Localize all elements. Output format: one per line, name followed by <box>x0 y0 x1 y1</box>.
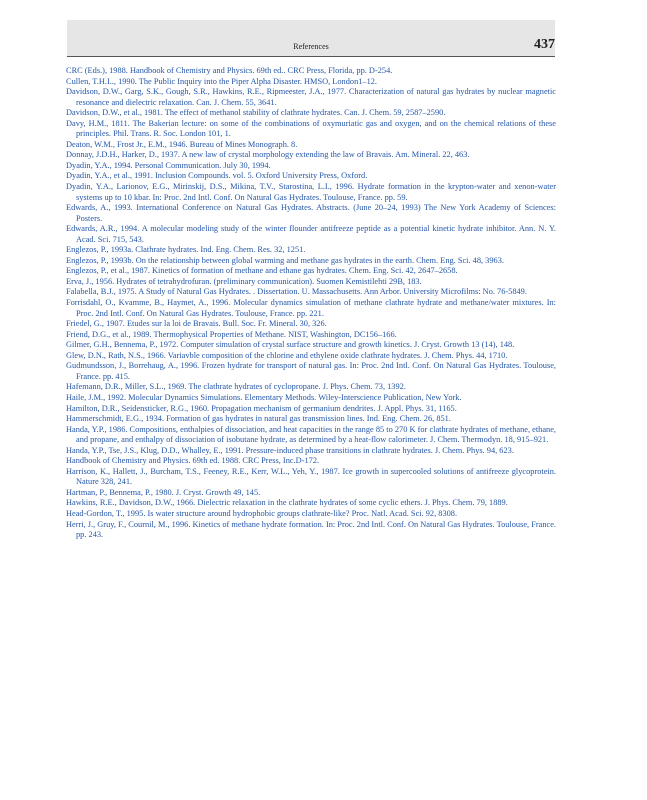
reference-entry: Hamilton, D.R., Seidensticker, R.G., 1960. Propagation mechanism of germanium dendrites. J. Appl. Phys. 31, 1165. <box>66 403 457 413</box>
page-number: 437 <box>534 37 555 52</box>
reference-entry: Hawkins, R.E., Davidson, D.W., 1966. Dielectric relaxation in the clathrate hydrates of some cyclic ethers. J. Phys. Chem. 79, 1889. <box>66 498 508 508</box>
reference-entry: Dyadin, Y.A., et al., 1991. Inclusion Compounds. vol. 5. Oxford University Press, Oxford. <box>66 171 368 181</box>
reference-entry: Davy, H.M., 1811. The Bakerian lecture: on some of the combinations of oxymuriatic gas and oxygen, and on the chemical relations of these principles. Phil. Trans. R. Soc. London 101, 1. <box>66 118 556 139</box>
reference-entry: Hafemann, D.R., Miller, S.L., 1969. The clathrate hydrates of cyclopropane. J. Phys. Chem. 73, 1392. <box>66 382 406 392</box>
reference-entry: Head-Gordon, T., 1995. Is water structure around hydrophobic groups clathrate-like? Proc. Natl. Acad. Sci. 92, 8308. <box>66 508 458 518</box>
reference-entry: Davidson, D.W., et al., 1981. The effect of methanol stability of clathrate hydrates. Can. J. Chem. 59, 2587–2590. <box>66 108 446 118</box>
reference-entry: Gudmundsson, J., Borrehaug, A., 1996. Frozen hydrate for transport of natural gas. In: Proc. 2nd Intl. Conf. On Natural Gas Hydrates. Toulouse, France. pp. 415. <box>66 361 556 381</box>
reference-entry: Handa, Y.P., Tse, J.S., Klug, D.D., Whalley, E., 1991. Pressure-induced phase transitions in clathrate hydrates. J. Chem. Phys. 94, 623. <box>66 445 514 455</box>
reference-entry: Englezos, P., 1993b. On the relationship between global warming and methane gas hydrates in the earth. Chem. Eng. Sci. 48, 3963. <box>66 255 504 265</box>
reference-entry: Harrison, K., Hallett, J., Burcham, T.S., Feeney, R.E., Kerr, W.L., Yeh, Y., 1987. Ice growth in supercooled solutions of antifreeze glycoprotein. Nature 328, 241. <box>66 466 556 487</box>
reference-entry: Friend, D.G., et al., 1989. Thermophysical Properties of Methane. NIST, Washington, DC156–166. <box>66 329 397 339</box>
reference-entry: Haile, J.M., 1992. Molecular Dynamics Simulations. Elementary Methods. Wiley-Interscience Publication, New York. <box>66 392 462 402</box>
reference-entry: Deaton, W.M., Frost Jr., E.M., 1946. Bureau of Mines Monograph. 8. <box>66 139 298 149</box>
running-header <box>67 20 555 57</box>
reference-entry: Cullen, T.H.I.., 1990. The Public Inquiry into the Piper Alpha Disaster. HMSO, London1–12. <box>66 76 378 86</box>
reference-entry: Edwards, A., 1993. International Conference on Natural Gas Hydrates. Abstracts. (June 20–24, 1993) The New York Academy of Sciences: Posters. <box>66 203 556 223</box>
header-title: References <box>293 42 329 51</box>
reference-entry: Englezos, P., et al., 1987. Kinetics of formation of methane and ethane gas hydrates. Chem. Eng. Sci. 42, 2647–2658. <box>66 266 458 276</box>
reference-entry: Edwards, A.R., 1994. A molecular modeling study of the winter flounder antifreeze peptide as a potential kinetic hydrate inhibitor. Ann. N. Y. Acad. Sci. 715, 543. <box>66 224 556 244</box>
reference-entry: Falabella, B.J., 1975. A Study of Natural Gas Hydrates. . Dissertation. U. Massachusetts. Ann Arbor. University Microfilms: No. 76-5849. <box>66 287 527 297</box>
reference-entry: Herri, J., Gruy, F., Cournil, M., 1996. Kinetics of methane hydrate formation. In: Proc. 2nd Intl. Conf. On Natural Gas Hydrates. Toulouse, France. pp. 243. <box>66 519 557 540</box>
reference-entry: Friedel, G., 1907. Etudes sur la loi de Bravais. Bull. Soc. Fr. Mineral. 30, 326. <box>66 319 327 329</box>
reference-entry: Englezos, P., 1993a. Clathrate hydrates. Ind. Eng. Chem. Res. 32, 1251. <box>66 245 306 255</box>
reference-entry: Hammerschmidt, E.G., 1934. Formation of gas hydrates in natural gas transmission lines. Ind. Eng. Chem. 26, 851. <box>66 414 451 424</box>
reference-entry: Hartman, P., Bennema, P., 1980. J. Cryst. Growth 49, 145. <box>66 487 261 497</box>
reference-entry: Dyadin, Y.A., Larionov, E.G., Mirinskij, D.S., Mikina, T.V., Starostina, L.I., 1996. Hydrate formation in the krypton-water and xenon-water systems up to 10 kbar. In: Proc. 2nd Intl. Conf. On Natural Gas Hydrates. Toulouse, France. pp. 59. <box>66 182 556 202</box>
reference-entry: Glew, D.N., Rath, N.S., 1966. Variavble composition of the chlorine and ethylene oxide clathrate hydrates. J. Chem. Phys. 44, 1710. <box>66 350 508 360</box>
reference-entry: Forrisdahl, O., Kvamme, B., Haymet, A., 1996. Molecular dynamics simulation of methane clathrate hydrate and methane/water mixtures. In: Proc. 2nd Intl. Conf. On Natural Gas Hydrates. Toulouse, France. pp. 221. <box>66 298 556 318</box>
reference-entry: CRC (Eds.), 1988. Handbook of Chemistry and Physics. 69th ed.. CRC Press, Florida, pp. D-254. <box>66 66 393 75</box>
reference-entry: Gilmer, G.H., Bennema, P., 1972. Computer simulation of crystal surface structure and growth kinetics. J. Cryst. Growth 13 (14), 148. <box>66 340 515 350</box>
reference-entry: Davidson, D.W., Garg, S.K., Gough, S.R., Hawkins, R.E., Ripmeester, J.A., 1977. Characterization of natural gas hydrates by nuclear magnetic resonance and dielectric relaxation. Can. J. Chem. 55, 3641. <box>66 87 556 107</box>
reference-entry: Erva, J., 1956. Hydrates of tetrahydrofuran. (preliminary communication). Suomen Kemistilehti 29B, 183. <box>66 276 422 286</box>
reference-entry: Handa, Y.P., 1986. Compositions, enthalpies of dissociation, and heat capacities in the range 85 to 270 K for clathrate hydrates of methane, ethane, and propane, and enthalpy of dissociation of isobutane hydrate, as determined by a heat-flow calorimeter. J. Chem. Thermodyn. 18, 915–921. <box>66 424 556 445</box>
reference-entry: Handbook of Chemistry and Physics. 69th ed. 1988. CRC Press, Inc.D-172. <box>66 456 320 466</box>
reference-entry: Dyadin, Y.A., 1994. Personal Communication. July 30, 1994. <box>66 160 271 170</box>
reference-entry: Donnay, J.D.H., Harker, D., 1937. A new law of crystal morphology extending the law of Bravais. Am. Mineral. 22, 463. <box>66 150 470 160</box>
reference-list <box>66 66 556 541</box>
